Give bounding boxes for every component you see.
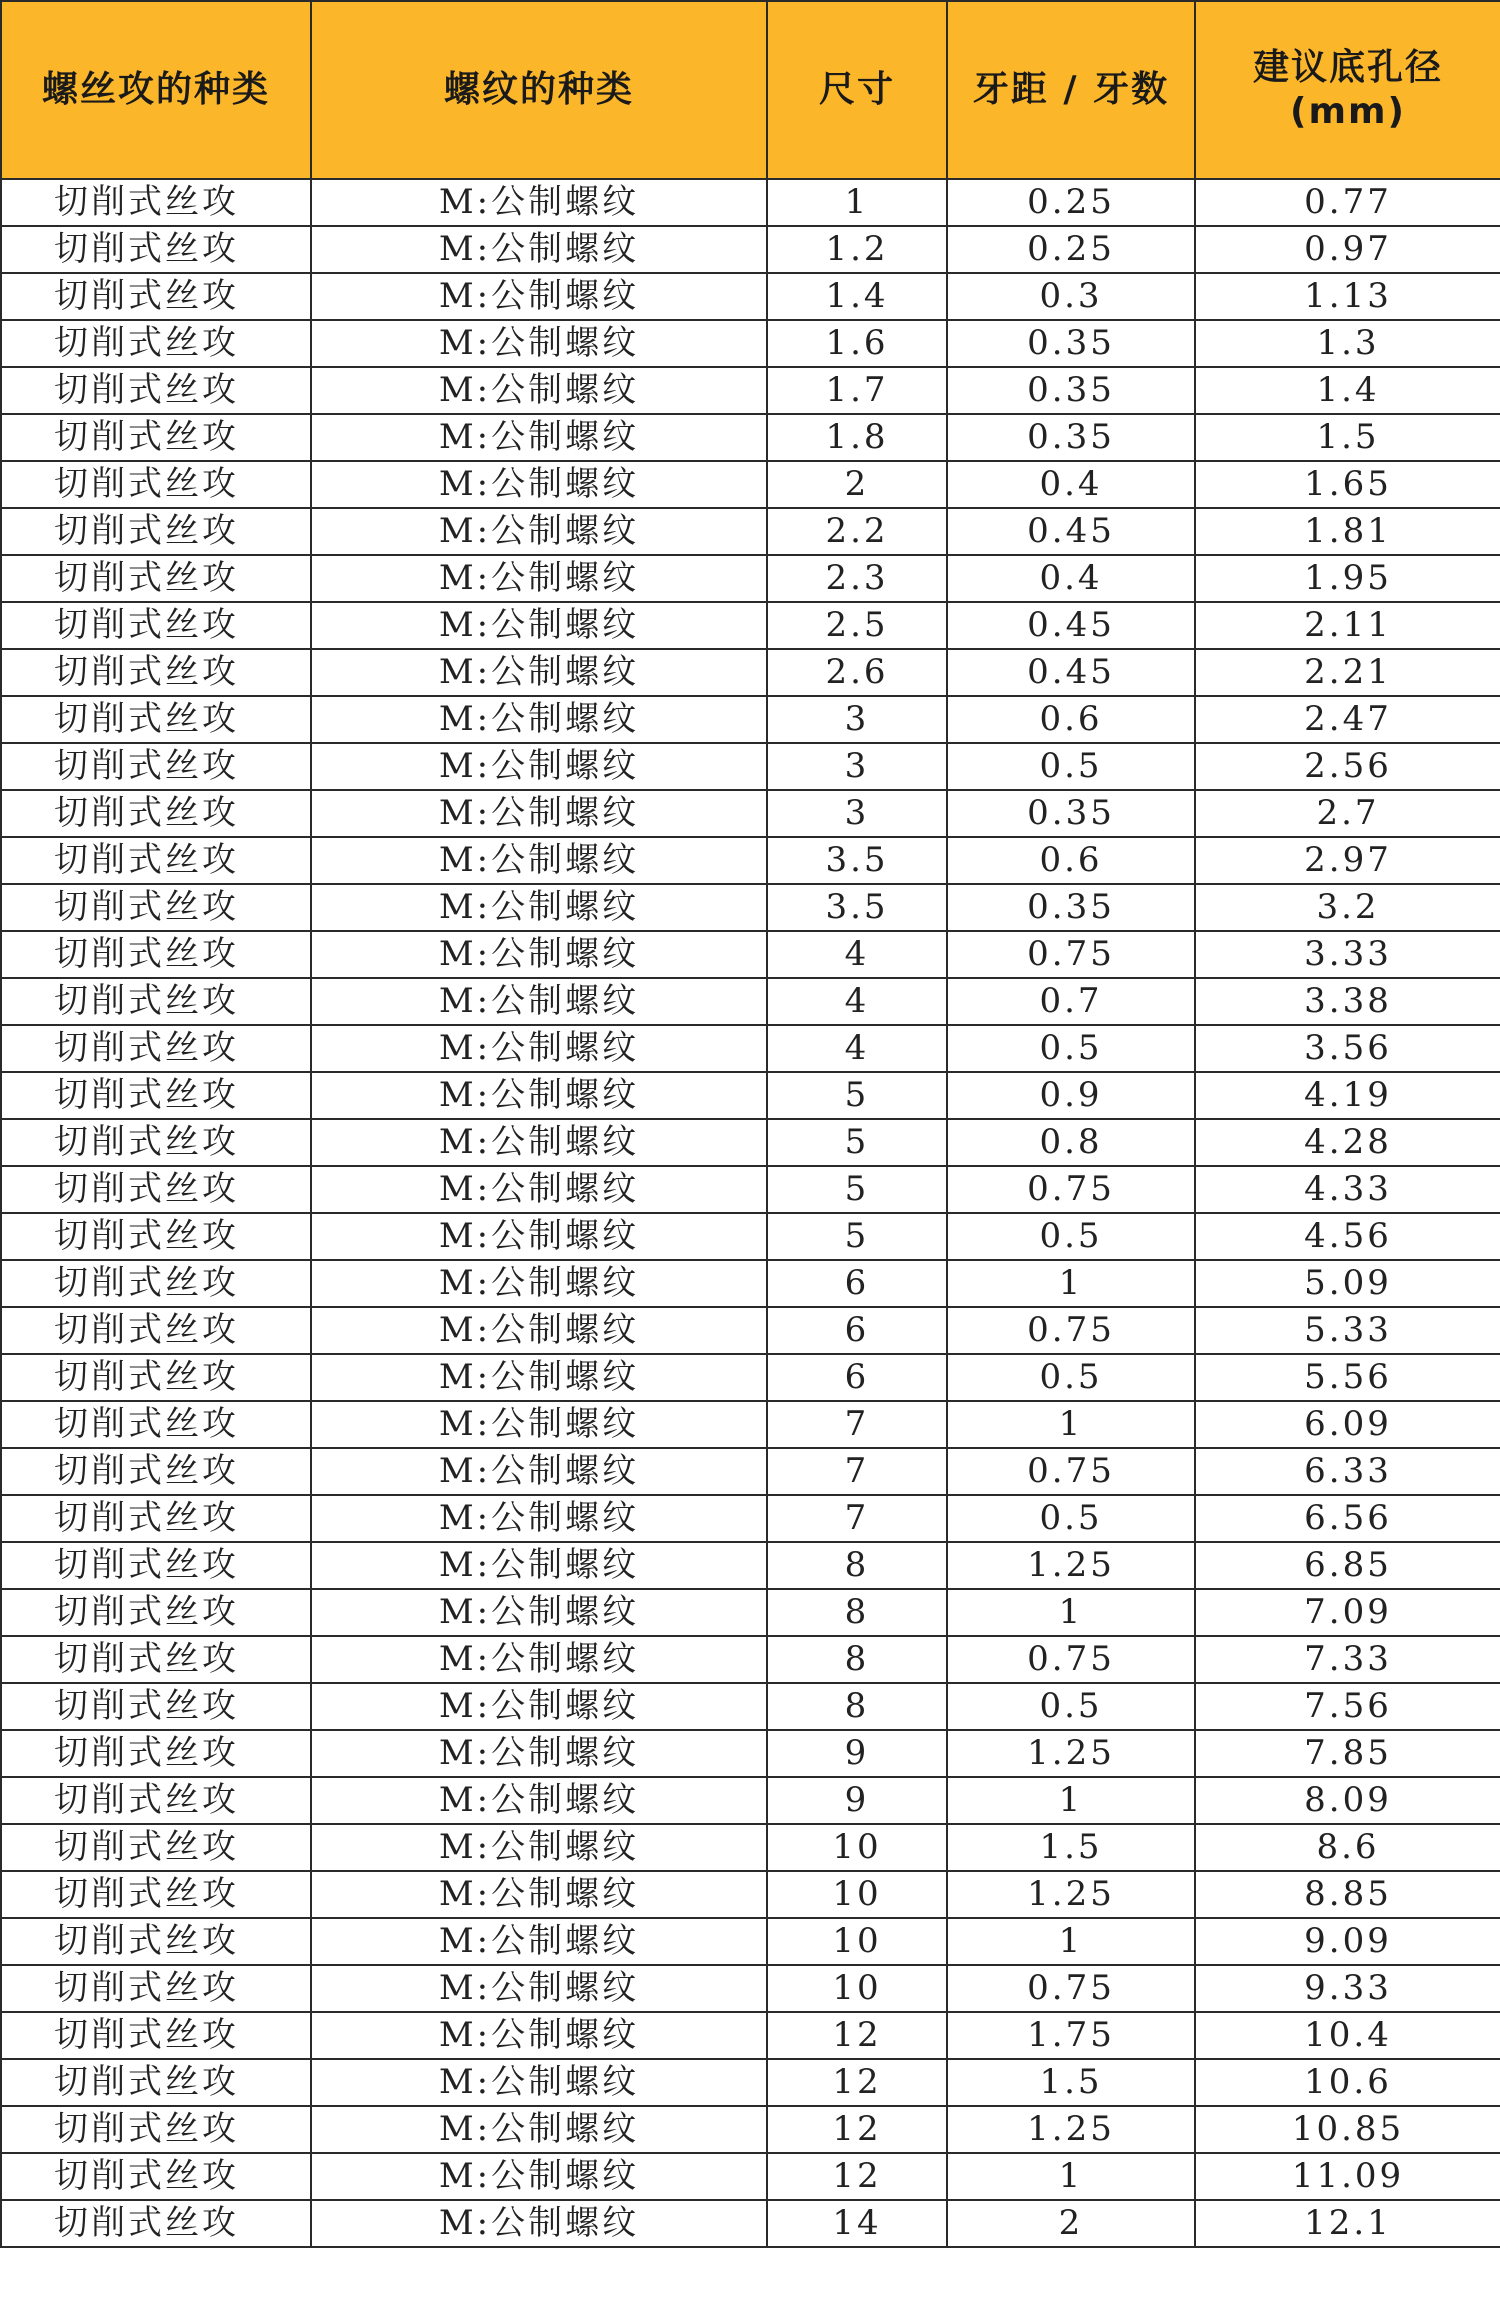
cell-size: 6: [767, 1354, 947, 1401]
cell-tap-type: 切削式丝攻: [1, 1072, 311, 1119]
cell-thread-type: M:公制螺纹: [311, 1260, 767, 1307]
cell-thread-type: M:公制螺纹: [311, 696, 767, 743]
cell-tap-type: 切削式丝攻: [1, 2200, 311, 2247]
cell-size: 1.8: [767, 414, 947, 461]
cell-hole-diameter: 6.56: [1195, 1495, 1500, 1542]
cell-pitch: 1: [947, 1777, 1195, 1824]
cell-pitch: 0.5: [947, 1683, 1195, 1730]
cell-pitch: 0.75: [947, 1448, 1195, 1495]
cell-hole-diameter: 1.95: [1195, 555, 1500, 602]
header-hole-diameter-label: 建议底孔径: [1252, 47, 1443, 88]
table-row: [1, 461, 1500, 508]
table-row: [1, 1354, 1500, 1401]
cell-pitch: 0.75: [947, 1166, 1195, 1213]
cell-pitch: 0.45: [947, 508, 1195, 555]
cell-pitch: 0.3: [947, 273, 1195, 320]
cell-thread-type: M:公制螺纹: [311, 884, 767, 931]
cell-hole-diameter: 9.09: [1195, 1918, 1500, 1965]
cell-hole-diameter: 7.33: [1195, 1636, 1500, 1683]
cell-tap-type: 切削式丝攻: [1, 1166, 311, 1213]
cell-size: 12: [767, 2106, 947, 2153]
cell-thread-type: M:公制螺纹: [311, 978, 767, 1025]
cell-pitch: 1.25: [947, 1730, 1195, 1777]
cell-size: 3.5: [767, 837, 947, 884]
cell-size: 12: [767, 2059, 947, 2106]
cell-hole-diameter: 7.56: [1195, 1683, 1500, 1730]
cell-pitch: 0.25: [947, 226, 1195, 273]
table-row: [1, 1260, 1500, 1307]
header-pitch: 牙距 / 牙数: [947, 1, 1195, 179]
table-row: [1, 2153, 1500, 2200]
table-row: [1, 1542, 1500, 1589]
cell-thread-type: M:公制螺纹: [311, 1918, 767, 1965]
cell-hole-diameter: 12.1: [1195, 2200, 1500, 2247]
table-row: [1, 1072, 1500, 1119]
cell-pitch: 0.4: [947, 555, 1195, 602]
table-row: [1, 1636, 1500, 1683]
cell-tap-type: 切削式丝攻: [1, 790, 311, 837]
cell-pitch: 1.25: [947, 1542, 1195, 1589]
cell-size: 10: [767, 1871, 947, 1918]
cell-thread-type: M:公制螺纹: [311, 743, 767, 790]
cell-tap-type: 切削式丝攻: [1, 226, 311, 273]
table-row: [1, 1495, 1500, 1542]
cell-pitch: 0.75: [947, 1965, 1195, 2012]
cell-pitch: 0.35: [947, 367, 1195, 414]
cell-thread-type: M:公制螺纹: [311, 1119, 767, 1166]
cell-hole-diameter: 10.4: [1195, 2012, 1500, 2059]
cell-tap-type: 切削式丝攻: [1, 1965, 311, 2012]
table-row: [1, 978, 1500, 1025]
cell-hole-diameter: 7.85: [1195, 1730, 1500, 1777]
cell-thread-type: M:公制螺纹: [311, 320, 767, 367]
table-row: [1, 2012, 1500, 2059]
cell-hole-diameter: 8.09: [1195, 1777, 1500, 1824]
cell-hole-diameter: 2.47: [1195, 696, 1500, 743]
cell-pitch: 0.75: [947, 931, 1195, 978]
cell-size: 1.6: [767, 320, 947, 367]
cell-tap-type: 切削式丝攻: [1, 320, 311, 367]
table-row: [1, 555, 1500, 602]
cell-thread-type: M:公制螺纹: [311, 1542, 767, 1589]
cell-tap-type: 切削式丝攻: [1, 649, 311, 696]
cell-thread-type: M:公制螺纹: [311, 931, 767, 978]
cell-pitch: 0.35: [947, 414, 1195, 461]
cell-size: 5: [767, 1119, 947, 1166]
cell-hole-diameter: 4.28: [1195, 1119, 1500, 1166]
cell-thread-type: M:公制螺纹: [311, 1683, 767, 1730]
cell-hole-diameter: 5.56: [1195, 1354, 1500, 1401]
cell-thread-type: M:公制螺纹: [311, 461, 767, 508]
cell-pitch: 1.25: [947, 1871, 1195, 1918]
cell-tap-type: 切削式丝攻: [1, 1777, 311, 1824]
cell-tap-type: 切削式丝攻: [1, 1307, 311, 1354]
cell-tap-type: 切削式丝攻: [1, 884, 311, 931]
cell-hole-diameter: 2.21: [1195, 649, 1500, 696]
cell-tap-type: 切削式丝攻: [1, 2153, 311, 2200]
cell-tap-type: 切削式丝攻: [1, 1401, 311, 1448]
cell-thread-type: M:公制螺纹: [311, 367, 767, 414]
cell-size: 10: [767, 1824, 947, 1871]
cell-tap-type: 切削式丝攻: [1, 696, 311, 743]
table-row: [1, 931, 1500, 978]
cell-thread-type: M:公制螺纹: [311, 1824, 767, 1871]
table-row: [1, 602, 1500, 649]
cell-size: 8: [767, 1683, 947, 1730]
cell-pitch: 0.25: [947, 179, 1195, 226]
header-thread-type: 螺纹的种类: [311, 1, 767, 179]
table-row: [1, 367, 1500, 414]
cell-hole-diameter: 3.2: [1195, 884, 1500, 931]
cell-hole-diameter: 2.11: [1195, 602, 1500, 649]
cell-thread-type: M:公制螺纹: [311, 179, 767, 226]
cell-size: 10: [767, 1965, 947, 2012]
cell-pitch: 0.75: [947, 1636, 1195, 1683]
cell-size: 2: [767, 461, 947, 508]
table-row: [1, 1589, 1500, 1636]
cell-hole-diameter: 3.33: [1195, 931, 1500, 978]
cell-size: 5: [767, 1072, 947, 1119]
table-row: [1, 884, 1500, 931]
table-row: [1, 1683, 1500, 1730]
cell-hole-diameter: 1.5: [1195, 414, 1500, 461]
cell-pitch: 1.75: [947, 2012, 1195, 2059]
cell-thread-type: M:公制螺纹: [311, 2012, 767, 2059]
cell-size: 2.3: [767, 555, 947, 602]
cell-hole-diameter: 4.19: [1195, 1072, 1500, 1119]
cell-pitch: 0.5: [947, 1213, 1195, 1260]
cell-size: 5: [767, 1213, 947, 1260]
cell-size: 3: [767, 790, 947, 837]
cell-tap-type: 切削式丝攻: [1, 555, 311, 602]
cell-pitch: 0.5: [947, 1495, 1195, 1542]
cell-tap-type: 切削式丝攻: [1, 1025, 311, 1072]
cell-tap-type: 切削式丝攻: [1, 931, 311, 978]
cell-tap-type: 切削式丝攻: [1, 2106, 311, 2153]
table-row: [1, 2059, 1500, 2106]
cell-thread-type: M:公制螺纹: [311, 1401, 767, 1448]
cell-thread-type: M:公制螺纹: [311, 602, 767, 649]
table-row: [1, 226, 1500, 273]
cell-hole-diameter: 1.3: [1195, 320, 1500, 367]
cell-pitch: 1: [947, 1918, 1195, 1965]
cell-hole-diameter: 11.09: [1195, 2153, 1500, 2200]
cell-tap-type: 切削式丝攻: [1, 461, 311, 508]
table-row: [1, 1119, 1500, 1166]
cell-hole-diameter: 9.33: [1195, 1965, 1500, 2012]
cell-thread-type: M:公制螺纹: [311, 2106, 767, 2153]
cell-thread-type: M:公制螺纹: [311, 837, 767, 884]
cell-hole-diameter: 1.4: [1195, 367, 1500, 414]
cell-hole-diameter: 3.38: [1195, 978, 1500, 1025]
cell-pitch: 0.35: [947, 884, 1195, 931]
cell-hole-diameter: 2.56: [1195, 743, 1500, 790]
cell-thread-type: M:公制螺纹: [311, 649, 767, 696]
cell-thread-type: M:公制螺纹: [311, 1448, 767, 1495]
cell-pitch: 2: [947, 2200, 1195, 2247]
cell-size: 8: [767, 1589, 947, 1636]
cell-pitch: 0.8: [947, 1119, 1195, 1166]
header-hole-diameter: [1195, 1, 1500, 179]
cell-thread-type: M:公制螺纹: [311, 2059, 767, 2106]
cell-thread-type: M:公制螺纹: [311, 1354, 767, 1401]
cell-thread-type: M:公制螺纹: [311, 2200, 767, 2247]
cell-size: 9: [767, 1777, 947, 1824]
cell-thread-type: M:公制螺纹: [311, 1213, 767, 1260]
cell-size: 1: [767, 179, 947, 226]
cell-hole-diameter: 2.7: [1195, 790, 1500, 837]
cell-hole-diameter: 1.13: [1195, 273, 1500, 320]
cell-thread-type: M:公制螺纹: [311, 1072, 767, 1119]
cell-tap-type: 切削式丝攻: [1, 2059, 311, 2106]
cell-pitch: 1.5: [947, 2059, 1195, 2106]
cell-tap-type: 切削式丝攻: [1, 1495, 311, 1542]
cell-thread-type: M:公制螺纹: [311, 1871, 767, 1918]
table-header: [1, 1, 1500, 179]
table-row: [1, 2106, 1500, 2153]
cell-size: 2.2: [767, 508, 947, 555]
cell-thread-type: M:公制螺纹: [311, 1777, 767, 1824]
cell-size: 12: [767, 2153, 947, 2200]
cell-thread-type: M:公制螺纹: [311, 1589, 767, 1636]
table-row: [1, 1166, 1500, 1213]
cell-tap-type: 切削式丝攻: [1, 414, 311, 461]
cell-size: 4: [767, 1025, 947, 1072]
cell-tap-type: 切削式丝攻: [1, 273, 311, 320]
cell-pitch: 0.35: [947, 790, 1195, 837]
cell-thread-type: M:公制螺纹: [311, 226, 767, 273]
table-row: [1, 1824, 1500, 1871]
cell-thread-type: M:公制螺纹: [311, 790, 767, 837]
cell-hole-diameter: 6.33: [1195, 1448, 1500, 1495]
cell-thread-type: M:公制螺纹: [311, 1636, 767, 1683]
cell-tap-type: 切削式丝攻: [1, 1636, 311, 1683]
cell-size: 4: [767, 978, 947, 1025]
cell-tap-type: 切削式丝攻: [1, 2012, 311, 2059]
table-row: [1, 1307, 1500, 1354]
cell-thread-type: M:公制螺纹: [311, 1307, 767, 1354]
cell-thread-type: M:公制螺纹: [311, 1025, 767, 1072]
cell-size: 7: [767, 1401, 947, 1448]
table-row: [1, 790, 1500, 837]
cell-tap-type: 切削式丝攻: [1, 508, 311, 555]
table-row: [1, 414, 1500, 461]
cell-tap-type: 切削式丝攻: [1, 179, 311, 226]
cell-hole-diameter: 6.09: [1195, 1401, 1500, 1448]
cell-pitch: 1: [947, 1589, 1195, 1636]
cell-size: 9: [767, 1730, 947, 1777]
table-row: [1, 1965, 1500, 2012]
cell-tap-type: 切削式丝攻: [1, 1871, 311, 1918]
cell-tap-type: 切削式丝攻: [1, 1260, 311, 1307]
cell-size: 6: [767, 1260, 947, 1307]
cell-size: 4: [767, 931, 947, 978]
cell-size: 1.4: [767, 273, 947, 320]
cell-size: 3: [767, 696, 947, 743]
cell-thread-type: M:公制螺纹: [311, 1495, 767, 1542]
cell-hole-diameter: 6.85: [1195, 1542, 1500, 1589]
cell-tap-type: 切削式丝攻: [1, 837, 311, 884]
cell-thread-type: M:公制螺纹: [311, 2153, 767, 2200]
cell-hole-diameter: 5.33: [1195, 1307, 1500, 1354]
table-body: [1, 179, 1500, 2247]
cell-tap-type: 切削式丝攻: [1, 1730, 311, 1777]
table-row: [1, 508, 1500, 555]
table-row: [1, 696, 1500, 743]
header-tap-type: 螺丝攻的种类: [1, 1, 311, 179]
cell-tap-type: 切削式丝攻: [1, 1448, 311, 1495]
table-row: [1, 1401, 1500, 1448]
cell-tap-type: 切削式丝攻: [1, 367, 311, 414]
table-row: [1, 1025, 1500, 1072]
cell-thread-type: M:公制螺纹: [311, 414, 767, 461]
table-row: [1, 2200, 1500, 2247]
cell-tap-type: 切削式丝攻: [1, 1213, 311, 1260]
cell-tap-type: 切削式丝攻: [1, 1354, 311, 1401]
cell-pitch: 0.75: [947, 1307, 1195, 1354]
header-size: 尺寸: [767, 1, 947, 179]
cell-hole-diameter: 2.97: [1195, 837, 1500, 884]
cell-pitch: 0.7: [947, 978, 1195, 1025]
cell-thread-type: M:公制螺纹: [311, 508, 767, 555]
cell-size: 8: [767, 1636, 947, 1683]
cell-tap-type: 切削式丝攻: [1, 978, 311, 1025]
cell-size: 6: [767, 1307, 947, 1354]
cell-pitch: 0.9: [947, 1072, 1195, 1119]
table-row: [1, 1730, 1500, 1777]
cell-size: 7: [767, 1448, 947, 1495]
cell-pitch: 1.5: [947, 1824, 1195, 1871]
table-row: [1, 1918, 1500, 1965]
cell-size: 1.2: [767, 226, 947, 273]
cell-size: 12: [767, 2012, 947, 2059]
cell-tap-type: 切削式丝攻: [1, 1119, 311, 1166]
table-row: [1, 743, 1500, 790]
cell-hole-diameter: 1.65: [1195, 461, 1500, 508]
cell-size: 2.6: [767, 649, 947, 696]
cell-thread-type: M:公制螺纹: [311, 555, 767, 602]
table-row: [1, 1448, 1500, 1495]
header-row: [1, 1, 1500, 179]
cell-pitch: 1: [947, 2153, 1195, 2200]
cell-hole-diameter: 8.85: [1195, 1871, 1500, 1918]
table-row: [1, 837, 1500, 884]
cell-hole-diameter: 1.81: [1195, 508, 1500, 555]
cell-hole-diameter: 0.77: [1195, 179, 1500, 226]
table-row: [1, 1777, 1500, 1824]
cell-pitch: 1: [947, 1401, 1195, 1448]
table-row: [1, 179, 1500, 226]
table-row: [1, 273, 1500, 320]
cell-thread-type: M:公制螺纹: [311, 1730, 767, 1777]
cell-tap-type: 切削式丝攻: [1, 1824, 311, 1871]
cell-pitch: 1: [947, 1260, 1195, 1307]
cell-hole-diameter: 10.6: [1195, 2059, 1500, 2106]
cell-size: 3.5: [767, 884, 947, 931]
table-row: [1, 320, 1500, 367]
cell-hole-diameter: 4.56: [1195, 1213, 1500, 1260]
table-row: [1, 1871, 1500, 1918]
cell-hole-diameter: 0.97: [1195, 226, 1500, 273]
cell-size: 2.5: [767, 602, 947, 649]
cell-tap-type: 切削式丝攻: [1, 1542, 311, 1589]
cell-pitch: 0.5: [947, 1025, 1195, 1072]
cell-pitch: 0.35: [947, 320, 1195, 367]
cell-tap-type: 切削式丝攻: [1, 1918, 311, 1965]
cell-hole-diameter: 4.33: [1195, 1166, 1500, 1213]
cell-thread-type: M:公制螺纹: [311, 1965, 767, 2012]
cell-pitch: 0.45: [947, 649, 1195, 696]
cell-size: 1.7: [767, 367, 947, 414]
cell-pitch: 1.25: [947, 2106, 1195, 2153]
cell-hole-diameter: 5.09: [1195, 1260, 1500, 1307]
cell-hole-diameter: 8.6: [1195, 1824, 1500, 1871]
cell-pitch: 0.45: [947, 602, 1195, 649]
cell-size: 7: [767, 1495, 947, 1542]
cell-size: 14: [767, 2200, 947, 2247]
cell-tap-type: 切削式丝攻: [1, 1683, 311, 1730]
cell-thread-type: M:公制螺纹: [311, 273, 767, 320]
header-hole-diameter-unit: (mm): [1290, 91, 1406, 132]
cell-pitch: 0.5: [947, 743, 1195, 790]
cell-pitch: 0.6: [947, 696, 1195, 743]
cell-size: 3: [767, 743, 947, 790]
cell-pitch: 0.4: [947, 461, 1195, 508]
cell-size: 8: [767, 1542, 947, 1589]
cell-hole-diameter: 10.85: [1195, 2106, 1500, 2153]
cell-tap-type: 切削式丝攻: [1, 602, 311, 649]
table-row: [1, 1213, 1500, 1260]
cell-pitch: 0.5: [947, 1354, 1195, 1401]
cell-size: 5: [767, 1166, 947, 1213]
cell-hole-diameter: 3.56: [1195, 1025, 1500, 1072]
cell-pitch: 0.6: [947, 837, 1195, 884]
cell-tap-type: 切削式丝攻: [1, 743, 311, 790]
cell-hole-diameter: 7.09: [1195, 1589, 1500, 1636]
cell-tap-type: 切削式丝攻: [1, 1589, 311, 1636]
table-row: [1, 649, 1500, 696]
cell-size: 10: [767, 1918, 947, 1965]
cell-thread-type: M:公制螺纹: [311, 1166, 767, 1213]
